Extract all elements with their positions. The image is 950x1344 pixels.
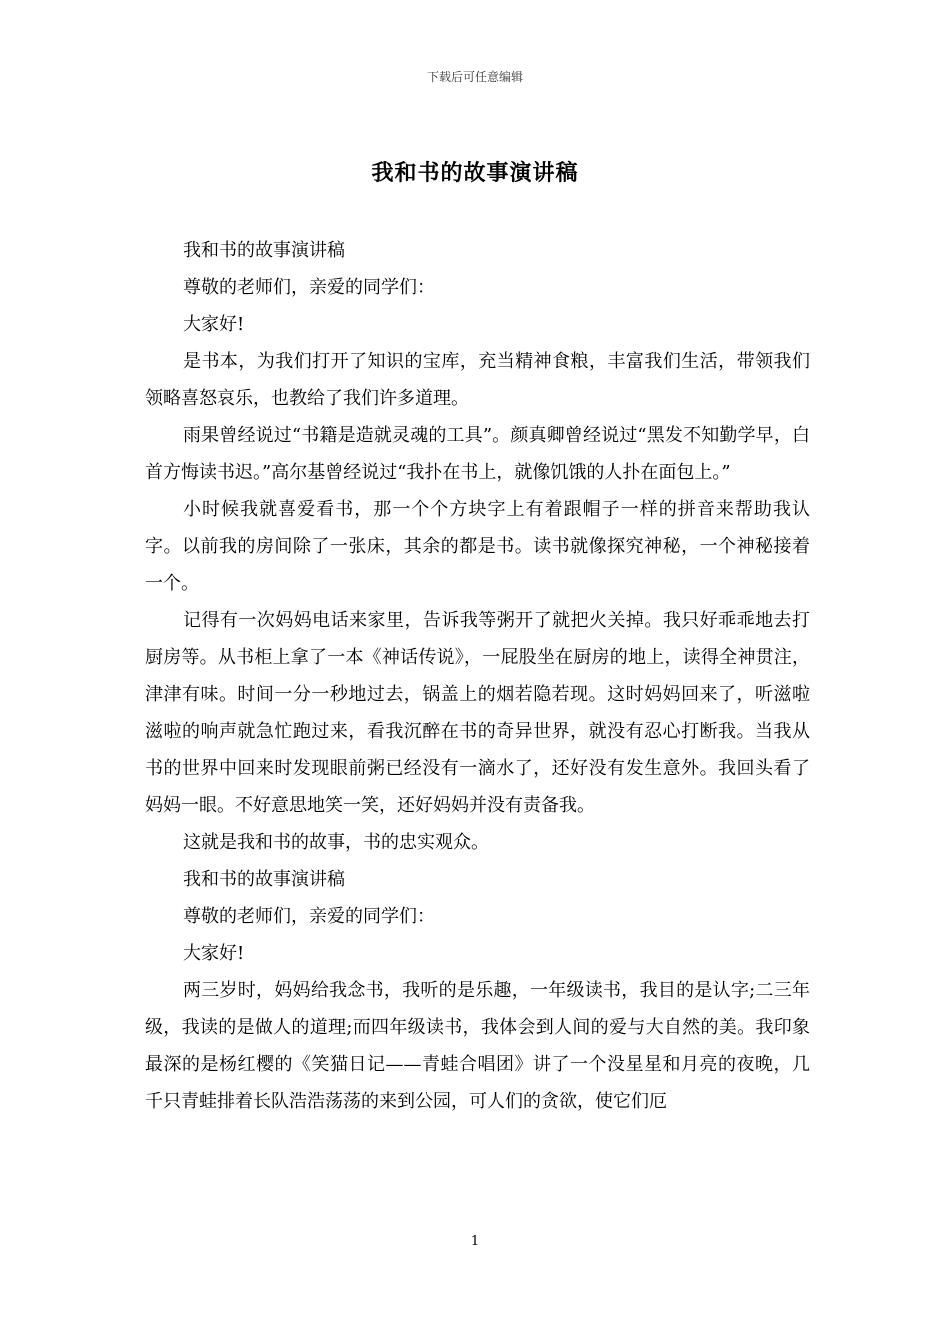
paragraph: 这就是我和书的故事，书的忠实观众。 bbox=[183, 832, 489, 853]
paragraph: 小时候我就喜爱看书，那一个个方块字上有着跟帽子一样的拼音来帮助我认字。以前我的房间除了一张床，其余的都是书。读书就像探究神秘，一个神秘接着一个。 bbox=[145, 499, 810, 594]
header-note: 下载后可任意编辑 bbox=[426, 70, 523, 84]
paragraph: 记得有一次妈妈电话来家里，告诉我等粥开了就把火关掉。我只好乖乖地去打厨房等。从书柜上拿了一本《神话传说》，一屁股坐在厨房的地上，读得全神贯注，津津有味。时间一分一秒地过去，锅盖上的烟若隐若现。这时妈妈回来了，听滋啦滋啦的响声就急忙跑过来，看我沉醉在书的奇异世界，就没有忍心打断我。当我从书的世界中回来时发现眼前粥已经没有一滴水了，还好没有发生意外。我回头看了妈妈一眼。不好意思地笑一笑，还好妈妈并没有责备我。 bbox=[145, 610, 810, 816]
paragraph: 是书本，为我们打开了知识的宝库，充当精神食粮，丰富我们生活，带领我们领略喜怒哀乐，也教给了我们许多道理。 bbox=[145, 351, 810, 409]
document-title: 我和书的故事演讲稿 bbox=[371, 160, 579, 186]
paragraph: 大家好! bbox=[183, 943, 245, 964]
paragraph: 大家好! bbox=[183, 314, 245, 335]
page-number: 1 bbox=[470, 1234, 480, 1249]
paragraph: 我和书的故事演讲稿 bbox=[183, 240, 345, 261]
paragraph: 雨果曾经说过“书籍是造就灵魂的工具”。颜真卿曾经说过“黑发不知勤学早，白首方悔读书迟。”高尔基曾经说过“我扑在书上，就像饥饿的人扑在面包上。” bbox=[145, 425, 810, 483]
paragraph: 尊敬的老师们，亲爱的同学们： bbox=[183, 277, 435, 298]
paragraph: 两三岁时，妈妈给我念书，我听的是乐趣，一年级读书，我目的是认字;二三年级，我读的是做人的道理;而四年级读书，我体会到人间的爱与大自然的美。我印象最深的是杨红樱的《笑猫日记——青蛙合唱团》讲了一个没星星和月亮的夜晚，几千只青蛙排着长队浩浩荡荡的来到公园，可人们的贪欲，使它们厄 bbox=[145, 980, 810, 1112]
document-body bbox=[145, 232, 810, 1120]
paragraph: 我和书的故事演讲稿 bbox=[183, 869, 345, 890]
paragraph: 尊敬的老师们，亲爱的同学们： bbox=[183, 906, 435, 927]
